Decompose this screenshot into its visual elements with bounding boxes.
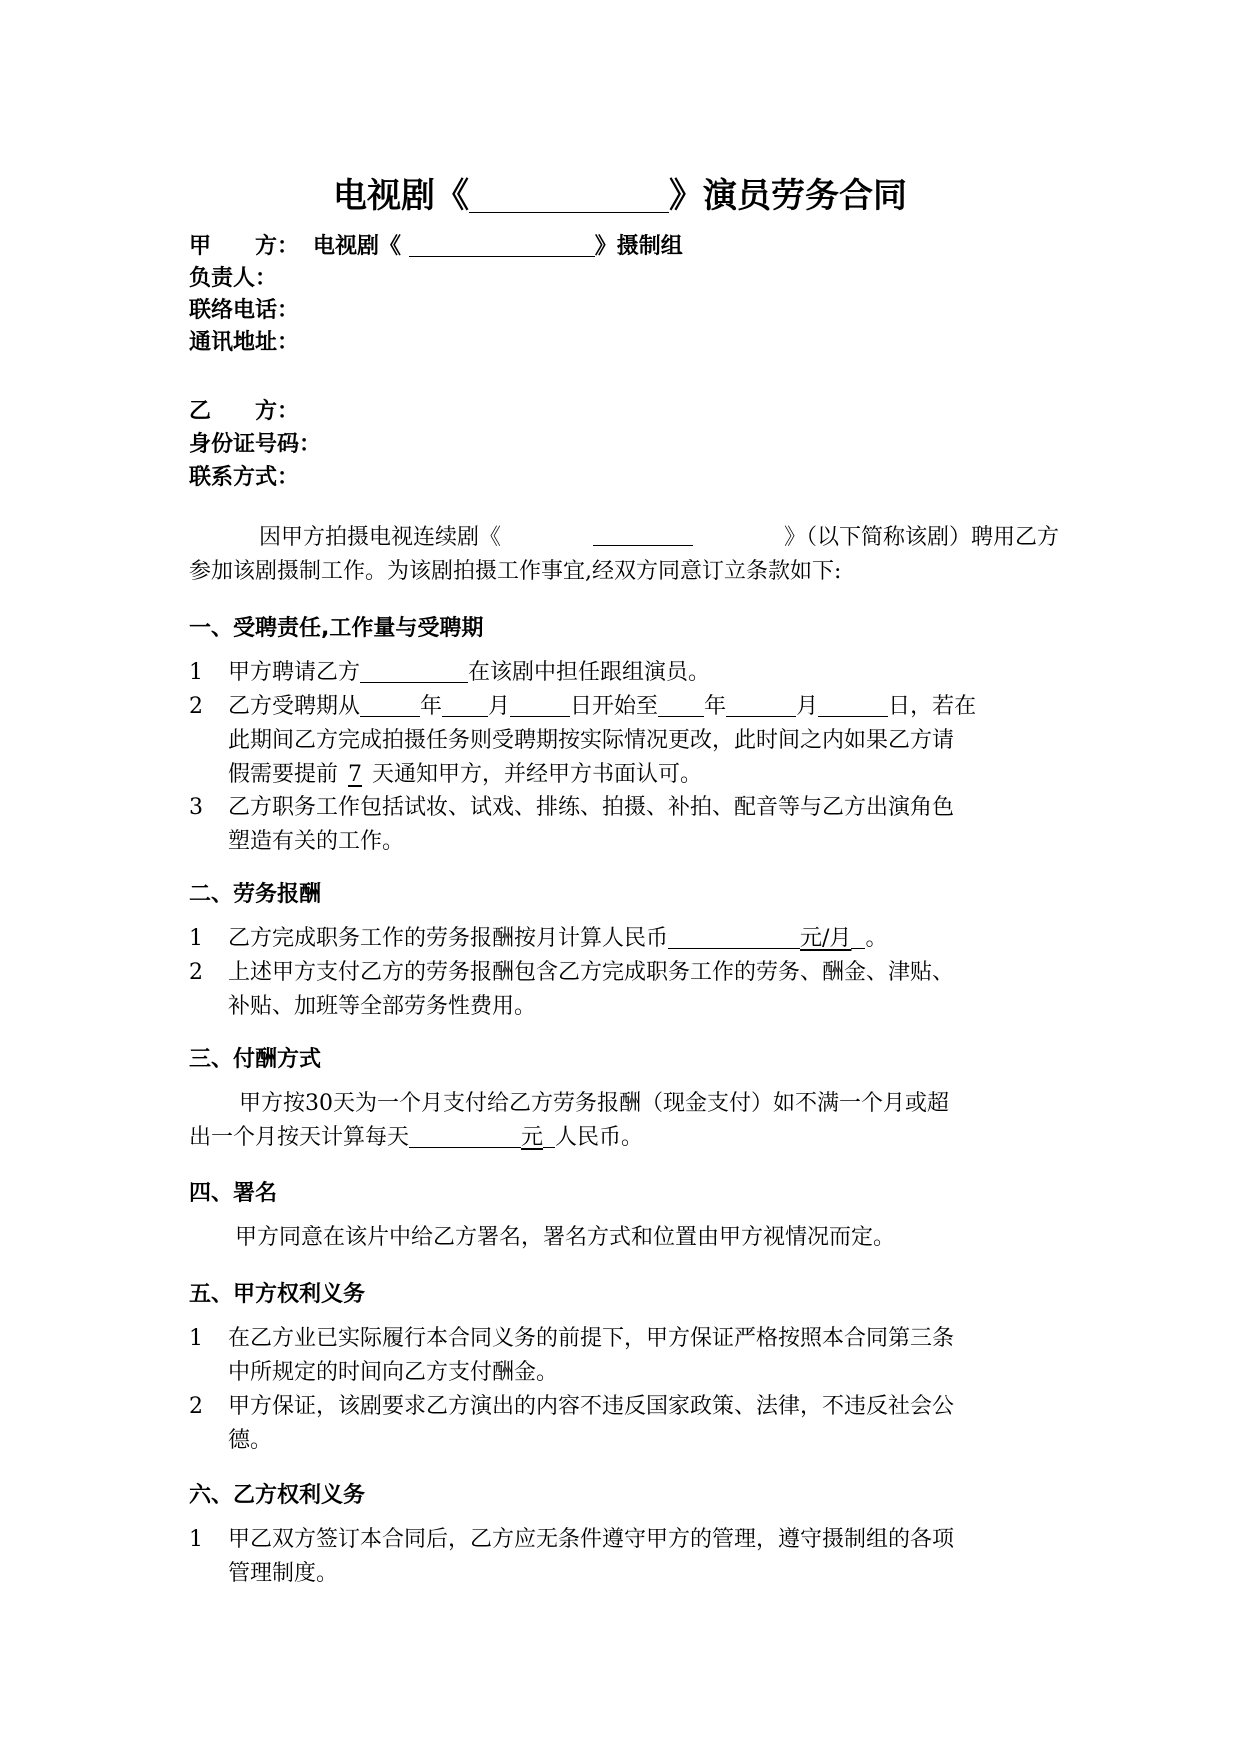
item-text: 。 <box>865 926 888 951</box>
daily-rate-unit: 元 <box>521 1125 544 1150</box>
item-text: 月 <box>488 694 511 719</box>
item-text: 出一个月按天计算每天 <box>189 1125 410 1150</box>
notice-days: 7 <box>348 762 363 787</box>
item-number: 1 <box>189 1326 203 1351</box>
section-1-item-2-line-1 <box>228 690 976 724</box>
item-number: 2 <box>189 960 203 985</box>
role-blank <box>360 658 468 683</box>
section-6-item-1-line-2: 管理制度。 <box>228 1561 339 1586</box>
item-text: 天通知甲方，并经甲方书面认可。 <box>372 762 703 787</box>
section-2-heading: 二、劳务报酬 <box>189 882 322 907</box>
date-blank <box>658 692 704 717</box>
date-blank <box>510 692 570 717</box>
document-title <box>0 172 1240 220</box>
item-number: 1 <box>189 660 203 685</box>
item-text: 年 <box>420 694 443 719</box>
daily-rate-blank <box>409 1123 521 1148</box>
section-1-item-3-line-1: 乙方职务工作包括试妆、试戏、排练、拍摄、补拍、配音等与乙方出演角色 <box>228 795 955 820</box>
section-2-item-1 <box>228 922 887 956</box>
intro-line-1 <box>259 521 1059 555</box>
item-number: 1 <box>189 1527 203 1552</box>
salary-blank <box>668 924 800 949</box>
party-a-value-prefix: 电视剧《 <box>313 234 409 259</box>
party-a-line <box>189 232 683 262</box>
date-blank <box>360 692 420 717</box>
section-1-item-3-line-2: 塑造有关的工作。 <box>228 829 405 854</box>
section-1-heading: 一、受聘责任,工作量与受聘期 <box>189 616 484 641</box>
item-text: 在该剧中担任跟组演员。 <box>468 660 711 685</box>
item-number: 1 <box>189 926 203 951</box>
section-5-heading: 五、甲方权利义务 <box>189 1282 366 1307</box>
daily-rate-blank-tail <box>543 1123 555 1148</box>
section-4-heading: 四、署名 <box>189 1181 278 1206</box>
salary-unit: 元/月 <box>800 926 852 951</box>
section-2-item-2-line-2: 补贴、加班等全部劳务性费用。 <box>228 994 537 1019</box>
section-5-item-2-line-1: 甲方保证，该剧要求乙方演出的内容不违反国家政策、法律，不违反社会公 <box>228 1394 955 1419</box>
item-text: 日，若在 <box>888 694 977 719</box>
item-text: 甲方聘请乙方 <box>228 660 361 685</box>
party-a-blank <box>409 232 595 257</box>
intro-line-2: 参加该剧摄制工作。为该剧拍摄工作事宜,经双方同意订立条款如下: <box>189 559 842 584</box>
title-blank <box>469 188 669 213</box>
section-1-item-2-line-2: 此期间乙方完成拍摄任务则受聘期按实际情况更改，此时间之内如果乙方请 <box>228 728 955 753</box>
section-3-line-1: 甲方按30天为一个月支付给乙方劳务报酬（现金支付）如不满一个月或超 <box>239 1091 949 1116</box>
section-1-item-1 <box>228 656 710 690</box>
item-number: 2 <box>189 694 203 719</box>
party-a-phone: 联络电话： <box>189 298 300 323</box>
item-text: 月 <box>796 694 819 719</box>
section-6-heading: 六、乙方权利义务 <box>189 1483 366 1508</box>
item-text: 人民币。 <box>555 1125 644 1150</box>
party-a-address: 通讯地址： <box>189 330 300 355</box>
title-prefix: 电视剧《 <box>333 176 469 216</box>
section-3-heading: 三、付酬方式 <box>189 1047 322 1072</box>
party-b-label: 乙 方： <box>189 399 300 424</box>
date-blank <box>442 692 488 717</box>
item-text: 日开始至 <box>570 694 659 719</box>
party-b-id-number: 身份证号码： <box>189 432 322 457</box>
item-number: 2 <box>189 1394 203 1419</box>
party-a-value-suffix: 》摄制组 <box>594 234 683 259</box>
item-number: 3 <box>189 795 203 820</box>
title-suffix: 》演员劳务合同 <box>669 176 907 216</box>
salary-blank-tail <box>851 924 865 949</box>
section-1-item-2-line-3 <box>228 758 702 792</box>
intro-suffix: 》（以下简称该剧）聘用乙方 <box>783 525 1059 550</box>
section-4-line-1: 甲方同意在该片中给乙方署名，署名方式和位置由甲方视情况而定。 <box>235 1225 896 1250</box>
item-text: 假需要提前 <box>228 762 339 787</box>
party-a-principal: 负责人： <box>189 266 278 291</box>
intro-prefix: 因甲方拍摄电视连续剧《 <box>259 525 502 550</box>
item-text: 年 <box>704 694 727 719</box>
section-5-item-1-line-2: 中所规定的时间向乙方支付酬金。 <box>228 1360 559 1385</box>
section-2-item-2-line-1: 上述甲方支付乙方的劳务报酬包含乙方完成职务工作的劳务、酬金、津贴、 <box>228 960 955 985</box>
party-a-label: 甲 方： <box>189 234 300 259</box>
date-blank <box>818 692 888 717</box>
section-3-line-2 <box>189 1121 643 1155</box>
section-5-item-2-line-2: 德。 <box>228 1428 273 1453</box>
section-6-item-1-line-1: 甲乙双方签订本合同后，乙方应无条件遵守甲方的管理，遵守摄制组的各项 <box>228 1527 955 1552</box>
item-text: 乙方完成职务工作的劳务报酬按月计算人民币 <box>228 926 669 951</box>
intro-blank <box>593 521 693 546</box>
party-b-contact: 联系方式： <box>189 465 300 490</box>
section-5-item-1-line-1: 在乙方业已实际履行本合同义务的前提下，甲方保证严格按照本合同第三条 <box>228 1326 955 1351</box>
date-blank <box>726 692 796 717</box>
item-text: 乙方受聘期从 <box>228 694 361 719</box>
